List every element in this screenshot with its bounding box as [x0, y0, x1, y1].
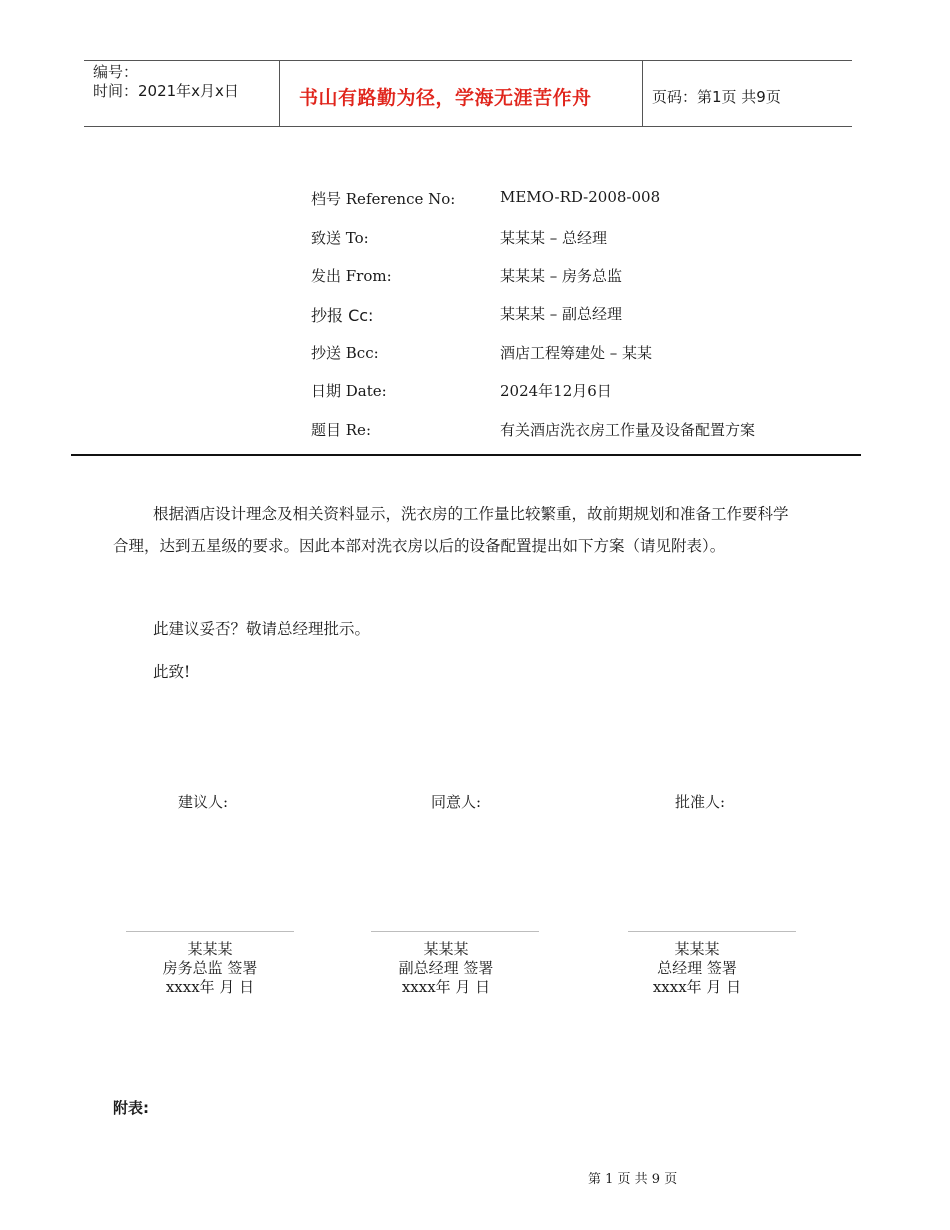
signature-line-proposer: [126, 931, 294, 932]
signature-title: 总经理 签署: [657, 959, 737, 977]
signature-date: xxxx年 月 日: [401, 978, 491, 996]
body-closing: 此致!: [153, 663, 191, 681]
memo-label-from: 发出 From:: [311, 267, 392, 285]
memo-value-to: 某某某 – 总经理: [500, 229, 608, 247]
header-motto: 书山有路勤为径，学海无涯苦作舟: [299, 87, 592, 109]
signature-title: 房务总监 签署: [162, 959, 258, 977]
signature-line-authorizer: [628, 931, 796, 932]
signature-block-authorizer: [617, 940, 777, 997]
page-footer: 第 1 页 共 9 页: [588, 1172, 678, 1187]
signature-name: 某某某: [187, 940, 233, 958]
memo-label-cc: 抄报 Cc:: [311, 306, 374, 325]
header-number-label: 编号：: [93, 63, 139, 81]
memo-label-re: 题目 Re:: [311, 421, 371, 439]
signature-line-approver: [371, 931, 539, 932]
header-bottom-border: [84, 126, 852, 127]
signature-name: 某某某: [674, 940, 720, 958]
body-request-line: 此建议妥否？敬请总经理批示。: [153, 620, 371, 638]
body-paragraph-line-2: 合理，达到五星级的要求。因此本部对洗衣房以后的设备配置提出如下方案（请见附表）。: [113, 537, 726, 555]
memo-separator: [71, 454, 861, 456]
signature-date: xxxx年 月 日: [165, 978, 255, 996]
memo-label-bcc: 抄送 Bcc:: [311, 344, 379, 362]
attachment-label: 附表:: [113, 1099, 149, 1117]
signature-label-proposer: 建议人:: [178, 793, 229, 811]
signature-block-proposer: [130, 940, 290, 997]
header-top-border: [84, 60, 852, 61]
header-divider-left: [279, 60, 280, 127]
memo-label-reference: 档号 Reference No:: [311, 190, 456, 208]
signature-label-authorizer: 批准人:: [675, 793, 726, 811]
memo-value-cc: 某某某 – 副总经理: [500, 305, 623, 323]
body-paragraph-line-1: 根据酒店设计理念及相关资料显示，洗衣房的工作量比较繁重，故前期规划和准备工作要科学: [153, 505, 789, 523]
memo-label-date: 日期 Date:: [311, 382, 387, 400]
header-page-code: 页码：第1页 共9页: [652, 88, 781, 106]
signature-title: 副总经理 签署: [398, 959, 494, 977]
signature-name: 某某某: [423, 940, 469, 958]
signature-date: xxxx年 月 日: [652, 978, 742, 996]
memo-label-to: 致送 To:: [311, 229, 369, 247]
signature-block-approver: [366, 940, 526, 997]
memo-value-reference: MEMO-RD-2008-008: [500, 188, 661, 206]
memo-value-date: 2024年12月6日: [500, 382, 612, 400]
header-time-label: 时间：2021年x月x日: [93, 82, 239, 100]
memo-value-from: 某某某 – 房务总监: [500, 267, 623, 285]
header-divider-right: [642, 60, 643, 127]
memo-value-bcc: 酒店工程筹建处 – 某某: [500, 344, 653, 362]
signature-label-approver: 同意人:: [431, 793, 482, 811]
memo-value-re: 有关酒店洗衣房工作量及设备配置方案: [500, 421, 756, 439]
